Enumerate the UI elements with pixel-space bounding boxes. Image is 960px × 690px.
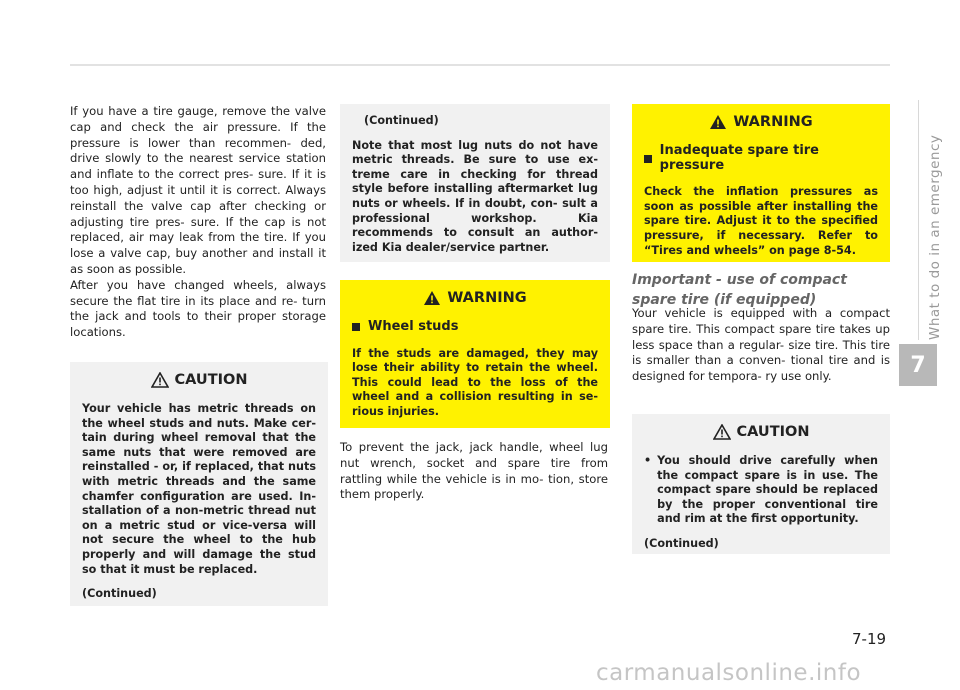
caution-title: CAUTION [174,371,248,388]
watermark: carmanualsonline.info [596,660,862,686]
paragraph: To prevent the jack, jack handle, wheel lug nut wrench, socket and spare tire from rattling while the vehicle is in mo- tion, store them properly. [340,440,608,502]
warning-triangle-icon [709,114,727,130]
square-bullet-icon [352,323,360,331]
section-heading: Important - use of compact spare tire (if equipped) [632,272,847,308]
header-rule [70,64,890,66]
paragraph: After you have changed wheels, always secure the flat tire in its place and re- turn the jack and tools to their proper storage locations. [70,277,326,340]
warning-subtitle: Inadequate spare tire pressure [659,143,820,173]
warning-subheading [352,320,598,335]
caution-heading [644,424,878,440]
warning-title: WARNING [447,289,527,306]
warning-box-spare-pressure [632,104,890,262]
caution-title: CAUTION [736,423,810,440]
warning-triangle-icon [423,290,441,306]
sidebar-divider [918,100,919,340]
column-2-text [340,440,608,503]
warning-box-wheel-studs [340,280,610,428]
caution-body: Your vehicle has metric threads on the wheel studs and nuts. Make cer- tain during wheel removal that the same nuts that were removed are reinstalled - or, if replaced, that nuts with metric threads and the same chamfer configuration are used. In- stallation of a non-metric thread nut on a metric stud or vice-versa will not secure the wheel to the hub properly and will damage the stud so that it must be replaced. [82,402,316,576]
warning-title: WARNING [733,113,813,130]
caution-box-metric-threads [70,362,328,606]
square-bullet-icon [644,155,652,163]
caution-item-text: You should drive carefully when the compact spare is in use. The compact spare should be replaced by the proper conventional tire and rim at the first opportunity. [657,454,878,526]
caution-heading [82,372,316,388]
caution-list-item [644,454,878,527]
paragraph: If you have a tire gauge, remove the valve cap and check the air pressure. If the pressure is lower than recommen- ded, drive slowly to the nearest service station and inflate to the correct pres- sure. If it is too high, adjust it until it is correct. Always reinstall the valve cap after checking or adjusting tire pres- sure. If the cap is not replaced, air may leak from the tire. If you lose a valve cap, buy another and install it as soon as possible. [70,104,326,276]
section-body [632,306,890,385]
caution-triangle-icon [713,424,731,440]
page-number: 7-19 [852,630,887,648]
caution-triangle-icon [151,372,169,388]
continued-label: (Continued) [364,114,439,127]
continued-label: (Continued) [82,587,157,601]
continued-label: (Continued) [644,536,719,550]
warning-body: Check the inflation pressures as soon as possible after installing the spare tire. Adjust it to the specified pressure, if necessary. Refer to “Tires and wheels” on page 8-54. [644,185,878,257]
caution-box-continued [340,104,610,262]
chapter-title-vertical: What to do in an emergency [927,134,943,340]
warning-subtitle: Wheel studs [368,319,459,334]
paragraph: Your vehicle is equipped with a compact spare tire. This compact spare tire takes up less space than a regular- size tire. This tire is smaller than a conven- tional tire and is designed for tempora- ry use only. [632,306,890,384]
column-1-text [70,104,326,341]
warning-heading [644,114,878,130]
warning-subheading [644,144,878,173]
caution-box-compact-spare [632,414,890,554]
caution-body: Note that most lug nuts do not have metric threads. Be sure to use ex- treme care in checking for thread style before installing aftermarket lug nuts or wheels. If in doubt, con- sult a professional workshop. Kia recommends to consult an author- ized Kia dealer/service partner. [352,138,598,254]
warning-heading [352,290,598,306]
warning-body: If the studs are damaged, they may lose their ability to retain the wheel. This could lead to the loss of the wheel and a collision resulting in se- rious injuries. [352,346,598,418]
bullet-dot: • [644,454,652,467]
chapter-tab: 7 [899,344,937,386]
